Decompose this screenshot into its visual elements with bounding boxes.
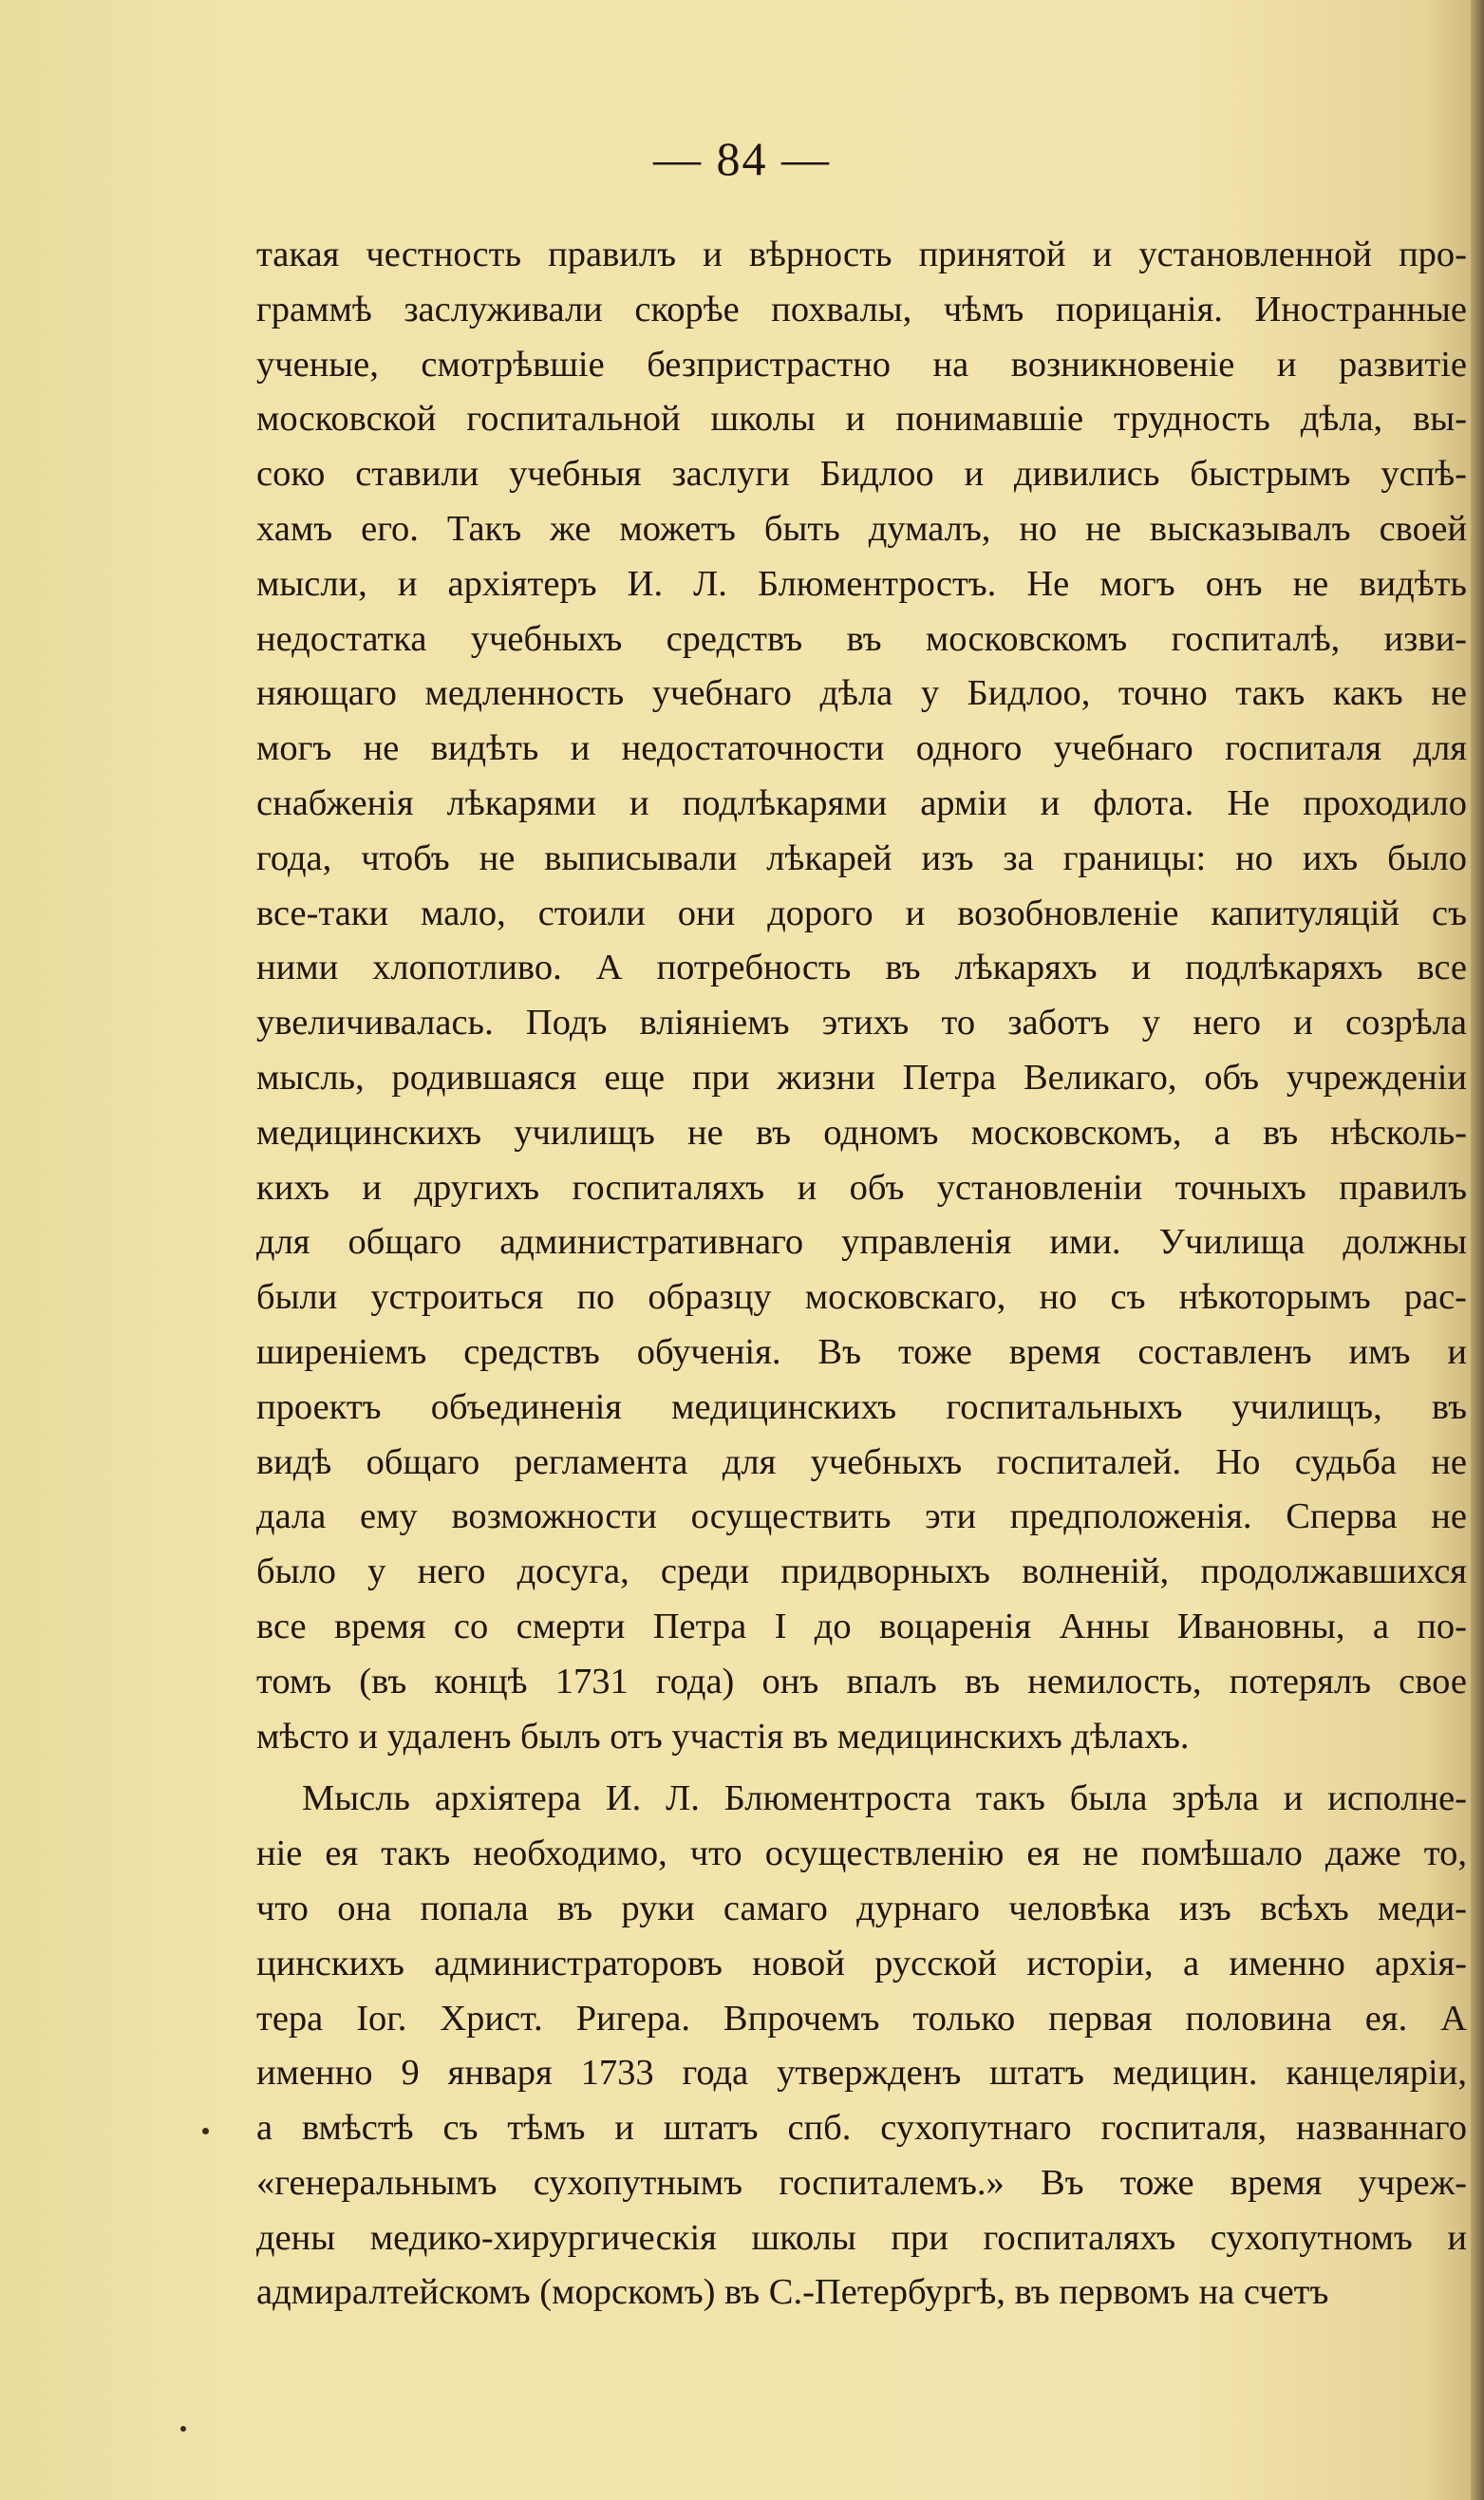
paragraph [256, 1772, 1467, 2321]
text-line: дены медико-хирургическія школы при госпиталяхъ сухопутномъ и [256, 2217, 1467, 2258]
text-line: могъ не видѣть и недостаточности одного учебнаго госпиталя для [256, 728, 1467, 769]
text-line: такая честность правилъ и вѣрность принятой и установленной про- [256, 235, 1467, 274]
text-line: были устроиться по образцу московскаго, но съ нѣкоторымъ рас- [256, 1277, 1467, 1318]
text-line: года, чтобъ не выписывали лѣкарей изъ за границы: но ихъ было [256, 837, 1467, 878]
text-line: медицинскихъ училищъ не въ одномъ московскомъ, а въ нѣсколь- [256, 1112, 1467, 1153]
text-line: для общаго административнаго управленія ими. Училища должны [256, 1222, 1467, 1263]
text-line: тера Іог. Христ. Ригера. Впрочемъ только первая половина ея. А [256, 1998, 1467, 2039]
text-line: что она попала въ руки самаго дурнаго человѣка изъ всѣхъ меди- [256, 1888, 1467, 1928]
text-line: ніе ея такъ необходимо, что осуществленію ея не помѣшало даже то, [256, 1833, 1467, 1874]
text-line: соко ставили учебныя заслуги Бидлоо и дивились быстрымъ успѣ- [256, 454, 1467, 495]
text-line: недостатка учебныхъ средствъ въ московскомъ госпиталѣ, изви- [256, 618, 1467, 659]
text-line: кихъ и другихъ госпиталяхъ и объ установленіи точныхъ правилъ [256, 1167, 1467, 1208]
text-line: ширеніемъ средствъ обученія. Въ тоже время составленъ имъ и [256, 1331, 1467, 1372]
text-line: все время со смерти Петра I до воцаренія Анны Ивановны, а по- [256, 1606, 1467, 1646]
text-line: цинскихъ администраторовъ новой русской исторіи, а именно архія- [256, 1943, 1467, 1983]
margin-mark [180, 2426, 186, 2432]
page-number: — 84 — [653, 132, 831, 185]
text-line: адмиралтейскомъ (морскомъ) въ С.-Петербургѣ, въ первомъ на счетъ [256, 2272, 1329, 2313]
text-line: все-таки мало, стоили они дорого и возобновленіе капитуляцій съ [256, 893, 1467, 933]
text-line: проектъ объединенія медицинскихъ госпитальныхъ училищъ, въ [256, 1386, 1467, 1427]
text-line: снабженія лѣкарями и подлѣкарями арміи и флота. Не проходило [256, 782, 1467, 823]
text-line: ними хлопотливо. А потребность въ лѣкаряхъ и подлѣкаряхъ все [256, 948, 1467, 988]
text-line: московской госпитальной школы и понимавшіе трудность дѣла, вы- [256, 399, 1467, 440]
text-line: ученые, смотрѣвшіе безпристрастно на возникновеніе и развитіе [256, 344, 1467, 385]
text-line: было у него досуга, среди придворныхъ волненій, продолжавшихся [256, 1551, 1467, 1592]
text-line: а вмѣстѣ съ тѣмъ и штатъ спб. сухопутнаго госпиталя, названнаго [256, 2108, 1467, 2149]
text-line: «генеральнымъ сухопутнымъ госпиталемъ.» Въ тоже время учреж- [256, 2162, 1467, 2203]
margin-mark [202, 2128, 209, 2134]
text-line: мысли, и архіятеръ И. Л. Блюментростъ. Не могъ онъ не видѣть [256, 563, 1467, 604]
paragraph [256, 228, 1467, 1764]
text-line: дала ему возможности осуществить эти предположенія. Сперва не [256, 1496, 1467, 1537]
text-line: именно 9 января 1733 года утвержденъ штатъ медицин. канцеляріи, [256, 2053, 1467, 2094]
text-line: видѣ общаго регламента для учебныхъ госпиталей. Но судьба не [256, 1441, 1467, 1482]
text-line: Мысль архіятера И. Л. Блюментроста такъ была зрѣла и исполне- [302, 1778, 1467, 1819]
text-line: мѣсто и удаленъ былъ отъ участія въ медицинскихъ дѣлахъ. [256, 1716, 1190, 1757]
page-edge [1471, 0, 1484, 2500]
text-line: няющаго медленность учебнаго дѣла у Бидлоо, точно такъ какъ не [256, 673, 1467, 714]
text-line: граммѣ заслуживали скорѣе похвалы, чѣмъ порицанія. Иностранные [256, 289, 1467, 329]
text-line: хамъ его. Такъ же можетъ быть думалъ, но не высказывалъ своей [256, 508, 1467, 549]
text-line: мысль, родившаяся еще при жизни Петра Великаго, объ учрежденіи [256, 1057, 1467, 1098]
text-line: томъ (въ концѣ 1731 года) онъ впалъ въ немилость, потерялъ свое [256, 1661, 1467, 1701]
text-line: увеличивалась. Подъ вліяніемъ этихъ то заботъ у него и созрѣла [256, 1003, 1467, 1043]
body-text [256, 228, 1467, 2321]
